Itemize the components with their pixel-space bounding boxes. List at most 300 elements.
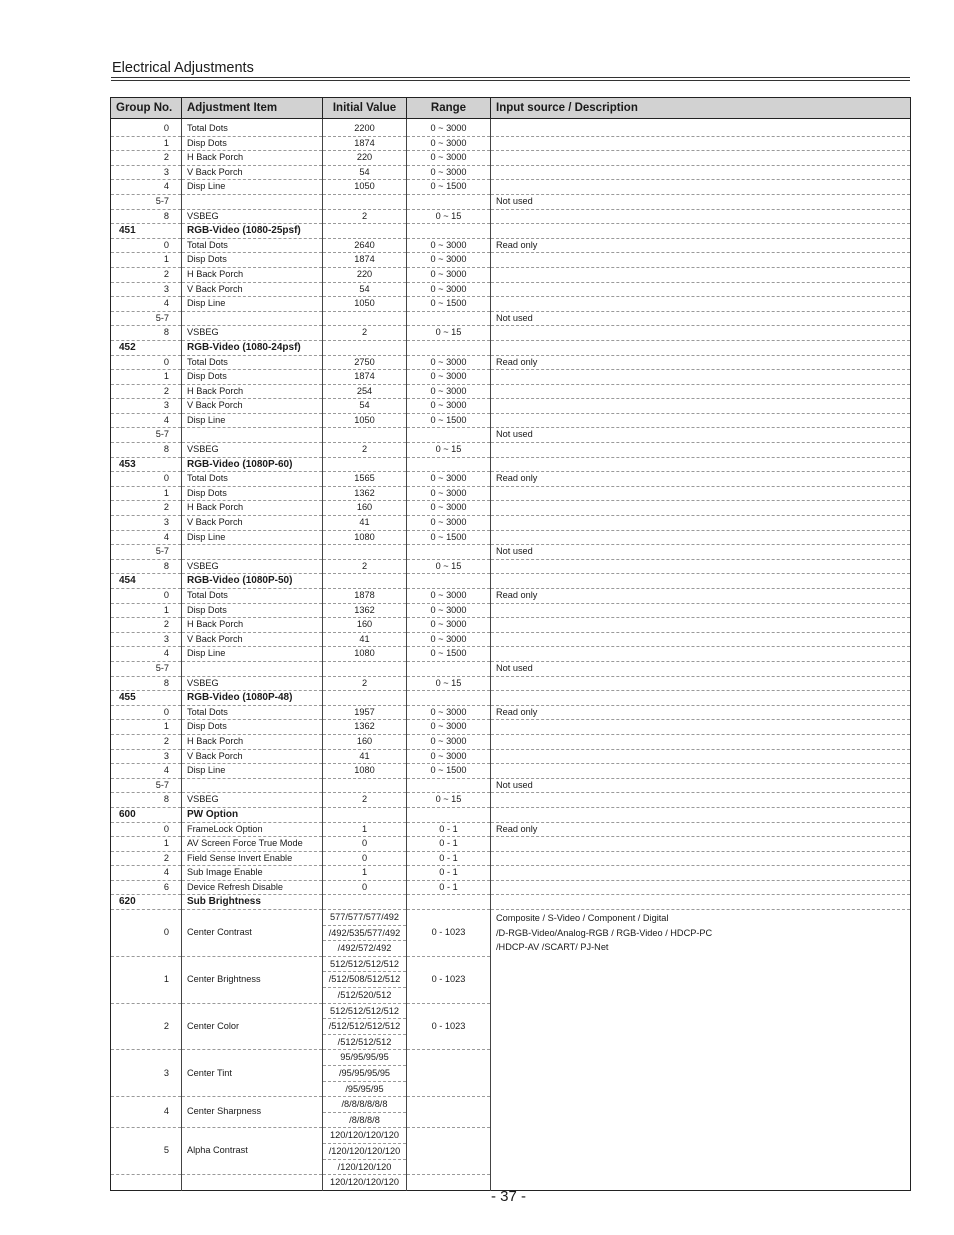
initial-value-line: /120/120/120 xyxy=(337,1161,392,1172)
adjustment-item-cell: FrameLock Option xyxy=(182,822,323,837)
range-cell: 0 - 1023 xyxy=(407,910,491,957)
group-no-cell: 3 xyxy=(111,282,182,297)
group-no-cell: 0 xyxy=(111,705,182,720)
group-no-cell: 5-7 xyxy=(111,194,182,209)
description-cell xyxy=(491,516,911,531)
range-cell: 0 ~ 3000 xyxy=(407,705,491,720)
group-no-cell: 4 xyxy=(111,413,182,428)
group-no-cell: 3 xyxy=(111,632,182,647)
group-no-cell: 451 xyxy=(111,224,182,239)
group-no-cell: 452 xyxy=(111,340,182,355)
initial-value-cell: 0 xyxy=(323,880,407,895)
adjustment-item-cell: Device Refresh Disable xyxy=(182,880,323,895)
group-no-cell: 4 xyxy=(111,297,182,312)
range-cell: 0 ~ 3000 xyxy=(407,720,491,735)
group-header-row xyxy=(111,224,911,239)
group-no-cell: 1 xyxy=(111,720,182,735)
table-row xyxy=(111,165,911,180)
initial-value-cell: 254 xyxy=(323,384,407,399)
initial-value-cell: 0 xyxy=(323,837,407,852)
range-cell: 0 ~ 3000 xyxy=(407,267,491,282)
group-no-cell: 0 xyxy=(111,119,182,137)
range-cell xyxy=(407,457,491,472)
range-cell xyxy=(407,661,491,676)
initial-value-cell: 54 xyxy=(323,399,407,414)
adjustment-table xyxy=(110,97,911,1191)
adjustment-item-cell: Disp Line xyxy=(182,297,323,312)
table-row xyxy=(111,749,911,764)
initial-value-cell: 41 xyxy=(323,632,407,647)
description-cell xyxy=(491,340,911,355)
initial-value-line: /95/95/95/95 xyxy=(323,1066,406,1082)
description-cell xyxy=(491,530,911,545)
group-no-cell: 1 xyxy=(111,253,182,268)
adjustment-item-cell: Total Dots xyxy=(182,705,323,720)
table-row xyxy=(111,311,911,326)
adjustment-item-cell: V Back Porch xyxy=(182,165,323,180)
adjustment-item-cell: Disp Line xyxy=(182,413,323,428)
initial-value-cell: 41 xyxy=(323,516,407,531)
table-row xyxy=(111,413,911,428)
description-cell xyxy=(491,297,911,312)
description-cell xyxy=(491,180,911,195)
range-cell: 0 ~ 3000 xyxy=(407,282,491,297)
adjustment-item-cell: Disp Dots xyxy=(182,370,323,385)
group-no-cell: 4 xyxy=(111,180,182,195)
group-no-cell: 8 xyxy=(111,326,182,341)
initial-value-line: 577/577/577/492 xyxy=(323,910,406,926)
table-row xyxy=(111,119,911,137)
range-cell: 0 ~ 15 xyxy=(407,209,491,224)
adjustment-item-cell: Disp Line xyxy=(182,180,323,195)
description-cell xyxy=(491,603,911,618)
description-cell xyxy=(491,224,911,239)
adjustment-item-cell: RGB-Video (1080P-60) xyxy=(182,457,323,472)
range-cell: 0 ~ 3000 xyxy=(407,516,491,531)
group-no-cell: 2 xyxy=(111,501,182,516)
range-cell: 0 ~ 3000 xyxy=(407,589,491,604)
description-line: Composite / S-Video / Component / Digital xyxy=(496,913,669,924)
initial-value-cell: 220 xyxy=(323,267,407,282)
group-no-cell: 1 xyxy=(111,956,182,1003)
description-cell: Not used xyxy=(491,778,911,793)
table-row xyxy=(111,603,911,618)
table-row xyxy=(111,194,911,209)
group-no-cell: 2 xyxy=(111,618,182,633)
adjustment-item-cell: VSBEG xyxy=(182,326,323,341)
range-cell: 0 - 1 xyxy=(407,851,491,866)
header-rule xyxy=(111,77,910,78)
adjustment-item-cell: Total Dots xyxy=(182,119,323,137)
initial-value-cell: 1957 xyxy=(323,705,407,720)
adjustment-item-cell: V Back Porch xyxy=(182,516,323,531)
section-title: Electrical Adjustments xyxy=(112,60,254,76)
description-cell xyxy=(491,267,911,282)
table-row xyxy=(111,209,911,224)
initial-value-cell: 160 xyxy=(323,734,407,749)
initial-value-cell xyxy=(323,661,407,676)
table-row xyxy=(111,764,911,779)
header-rule-thin xyxy=(111,80,910,81)
adjustment-item-cell: Center Contrast xyxy=(182,910,323,957)
group-no-cell: 5 xyxy=(111,1128,182,1175)
description-cell xyxy=(491,457,911,472)
initial-value-cell: 1050 xyxy=(323,413,407,428)
initial-value-cell: 1050 xyxy=(323,180,407,195)
initial-value-line: /95/95/95 xyxy=(345,1083,384,1094)
adjustment-item-cell xyxy=(182,1175,323,1191)
initial-value-cell xyxy=(323,895,407,910)
adjustment-item-cell: H Back Porch xyxy=(182,618,323,633)
range-cell xyxy=(407,807,491,822)
table-row xyxy=(111,661,911,676)
description-cell xyxy=(491,501,911,516)
initial-value-cell: 1874 xyxy=(323,136,407,151)
initial-value-line: /8/8/8/8/8/8 xyxy=(323,1097,406,1113)
table-row xyxy=(111,384,911,399)
initial-value-line: /512/520/512 xyxy=(337,990,392,1001)
group-no-cell: 455 xyxy=(111,691,182,706)
range-cell xyxy=(407,574,491,589)
range-cell: 0 ~ 3000 xyxy=(407,253,491,268)
group-no-cell: 4 xyxy=(111,866,182,881)
description-cell: Not used xyxy=(491,428,911,443)
group-no-cell: 3 xyxy=(111,749,182,764)
group-header-row xyxy=(111,340,911,355)
group-no-cell: 6 xyxy=(111,880,182,895)
table-row xyxy=(111,851,911,866)
group-no-cell: 3 xyxy=(111,399,182,414)
adjustment-item-cell: Total Dots xyxy=(182,238,323,253)
range-cell xyxy=(407,194,491,209)
description-cell: Read only xyxy=(491,822,911,837)
group-no-cell: 5-7 xyxy=(111,311,182,326)
range-cell: 0 - 1 xyxy=(407,880,491,895)
description-cell xyxy=(491,443,911,458)
table-row xyxy=(111,326,911,341)
range-cell: 0 - 1 xyxy=(407,822,491,837)
initial-value-cell: 2 xyxy=(323,676,407,691)
group-no-cell: 4 xyxy=(111,647,182,662)
group-no-cell: 5-7 xyxy=(111,661,182,676)
range-cell: 0 - 1023 xyxy=(407,956,491,1003)
initial-value-cell xyxy=(323,1050,407,1097)
adjustment-item-cell xyxy=(182,778,323,793)
adjustment-item-cell: Center Sharpness xyxy=(182,1097,323,1128)
range-cell: 0 ~ 3000 xyxy=(407,501,491,516)
initial-value-cell xyxy=(323,691,407,706)
description-cell xyxy=(491,136,911,151)
group-no-cell: 2 xyxy=(111,734,182,749)
table-row xyxy=(111,253,911,268)
range-cell: 0 ~ 3000 xyxy=(407,238,491,253)
description-cell: Read only xyxy=(491,589,911,604)
header-initial-value: Initial Value xyxy=(323,98,407,119)
description-cell xyxy=(491,691,911,706)
group-no-cell xyxy=(111,1175,182,1191)
initial-value-cell xyxy=(323,956,407,1003)
adjustment-item-cell: VSBEG xyxy=(182,559,323,574)
group-no-cell: 2 xyxy=(111,151,182,166)
adjustment-item-cell: V Back Porch xyxy=(182,399,323,414)
initial-value-cell xyxy=(323,1128,407,1175)
range-cell xyxy=(407,895,491,910)
range-cell: 0 ~ 3000 xyxy=(407,399,491,414)
description-cell xyxy=(491,676,911,691)
initial-value-cell xyxy=(323,224,407,239)
description-cell: Not used xyxy=(491,194,911,209)
table-row xyxy=(111,734,911,749)
description-cell xyxy=(491,734,911,749)
adjustment-item-cell: RGB-Video (1080P-50) xyxy=(182,574,323,589)
range-cell: 0 ~ 15 xyxy=(407,326,491,341)
range-cell: 0 ~ 3000 xyxy=(407,355,491,370)
table-header-row xyxy=(111,98,911,119)
range-cell: 0 ~ 3000 xyxy=(407,165,491,180)
range-cell: 0 ~ 15 xyxy=(407,793,491,808)
adjustment-item-cell: V Back Porch xyxy=(182,282,323,297)
group-no-cell: 8 xyxy=(111,443,182,458)
initial-value-cell xyxy=(323,457,407,472)
range-cell: 0 ~ 1500 xyxy=(407,180,491,195)
adjustment-item-cell: Field Sense Invert Enable xyxy=(182,851,323,866)
description-cell: Read only xyxy=(491,355,911,370)
table-row xyxy=(111,910,911,957)
group-no-cell: 2 xyxy=(111,1003,182,1050)
initial-value-cell: 2200 xyxy=(323,119,407,137)
initial-value-cell: 1080 xyxy=(323,764,407,779)
adjustment-item-cell: V Back Porch xyxy=(182,749,323,764)
description-cell: Not used xyxy=(491,545,911,560)
group-no-cell: 8 xyxy=(111,676,182,691)
group-no-cell: 1 xyxy=(111,486,182,501)
range-cell: 0 - 1 xyxy=(407,837,491,852)
description-cell xyxy=(491,764,911,779)
table-row xyxy=(111,632,911,647)
initial-value-cell: 41 xyxy=(323,749,407,764)
range-cell xyxy=(407,1128,491,1175)
range-cell: 0 ~ 3000 xyxy=(407,136,491,151)
adjustment-item-cell: Center Color xyxy=(182,1003,323,1050)
group-no-cell: 0 xyxy=(111,472,182,487)
range-cell: 0 ~ 3000 xyxy=(407,151,491,166)
initial-value-cell: 1 xyxy=(323,866,407,881)
table-row xyxy=(111,370,911,385)
range-cell: 0 ~ 3000 xyxy=(407,603,491,618)
group-header-row xyxy=(111,691,911,706)
range-cell xyxy=(407,428,491,443)
group-no-cell: 3 xyxy=(111,516,182,531)
table-row xyxy=(111,705,911,720)
group-no-cell: 1 xyxy=(111,370,182,385)
adjustment-table-container xyxy=(110,97,910,1191)
description-cell: Read only xyxy=(491,238,911,253)
initial-value-cell: 1362 xyxy=(323,603,407,618)
range-cell: 0 ~ 3000 xyxy=(407,370,491,385)
range-cell xyxy=(407,691,491,706)
range-cell xyxy=(407,778,491,793)
initial-value-line: /492/535/577/492 xyxy=(323,926,406,942)
group-no-cell: 0 xyxy=(111,822,182,837)
initial-value-cell: 54 xyxy=(323,165,407,180)
range-cell: 0 ~ 3000 xyxy=(407,472,491,487)
description-cell xyxy=(491,895,911,910)
description-cell xyxy=(491,486,911,501)
group-no-cell: 4 xyxy=(111,530,182,545)
table-row xyxy=(111,778,911,793)
group-no-cell: 454 xyxy=(111,574,182,589)
range-cell xyxy=(407,1050,491,1097)
adjustment-item-cell: AV Screen Force True Mode xyxy=(182,837,323,852)
initial-value-cell: 2 xyxy=(323,326,407,341)
description-cell xyxy=(491,209,911,224)
group-no-cell: 453 xyxy=(111,457,182,472)
description-cell xyxy=(491,720,911,735)
table-row xyxy=(111,720,911,735)
description-cell xyxy=(491,119,911,137)
group-no-cell: 3 xyxy=(111,165,182,180)
table-row xyxy=(111,443,911,458)
description-cell xyxy=(491,647,911,662)
adjustment-item-cell: PW Option xyxy=(182,807,323,822)
range-cell: 0 ~ 3000 xyxy=(407,119,491,137)
range-cell: 0 ~ 3000 xyxy=(407,486,491,501)
group-no-cell: 0 xyxy=(111,355,182,370)
adjustment-item-cell: H Back Porch xyxy=(182,267,323,282)
adjustment-item-cell: VSBEG xyxy=(182,793,323,808)
description-cell xyxy=(491,866,911,881)
range-cell: 0 ~ 3000 xyxy=(407,618,491,633)
description-cell xyxy=(491,807,911,822)
adjustment-item-cell: Disp Line xyxy=(182,764,323,779)
range-cell: 0 - 1 xyxy=(407,866,491,881)
adjustment-item-cell: Sub Brightness xyxy=(182,895,323,910)
table-body xyxy=(111,119,911,1191)
description-cell xyxy=(491,370,911,385)
initial-value-line: /512/512/512 xyxy=(337,1036,392,1047)
initial-value-cell xyxy=(323,194,407,209)
adjustment-item-cell: Disp Dots xyxy=(182,486,323,501)
range-cell: 0 ~ 1500 xyxy=(407,297,491,312)
group-no-cell: 5-7 xyxy=(111,778,182,793)
initial-value-cell xyxy=(323,778,407,793)
description-cell xyxy=(491,851,911,866)
description-cell xyxy=(491,880,911,895)
initial-value-cell: 1362 xyxy=(323,486,407,501)
adjustment-item-cell: H Back Porch xyxy=(182,734,323,749)
adjustment-item-cell: H Back Porch xyxy=(182,151,323,166)
group-header-row xyxy=(111,574,911,589)
adjustment-item-cell: Center Brightness xyxy=(182,956,323,1003)
group-no-cell: 4 xyxy=(111,764,182,779)
description-cell: Read only xyxy=(491,472,911,487)
initial-value-cell: 1050 xyxy=(323,297,407,312)
description-cell xyxy=(491,793,911,808)
group-no-cell: 600 xyxy=(111,807,182,822)
table-row xyxy=(111,472,911,487)
range-cell: 0 ~ 3000 xyxy=(407,384,491,399)
range-cell xyxy=(407,545,491,560)
table-row xyxy=(111,486,911,501)
group-no-cell: 620 xyxy=(111,895,182,910)
description-line: /D-RGB-Video/Analog-RGB / RGB-Video / HDCP-PC xyxy=(496,927,713,938)
initial-value-cell: 2 xyxy=(323,209,407,224)
range-cell: 0 - 1023 xyxy=(407,1003,491,1050)
table-row xyxy=(111,428,911,443)
description-cell xyxy=(491,910,911,1191)
adjustment-item-cell: VSBEG xyxy=(182,443,323,458)
initial-value-cell xyxy=(323,428,407,443)
description-cell xyxy=(491,282,911,297)
table-row xyxy=(111,297,911,312)
table-row xyxy=(111,267,911,282)
initial-value-cell: 54 xyxy=(323,282,407,297)
adjustment-item-cell: H Back Porch xyxy=(182,384,323,399)
group-no-cell: 5-7 xyxy=(111,428,182,443)
initial-value-line: 512/512/512/512 xyxy=(323,957,406,973)
table-row xyxy=(111,822,911,837)
initial-value-cell xyxy=(323,1175,407,1191)
description-line: /HDCP-AV /SCART/ PJ-Net xyxy=(496,942,609,953)
initial-value-line: /512/512/512/512 xyxy=(323,1019,406,1035)
description-cell xyxy=(491,151,911,166)
description-cell xyxy=(491,165,911,180)
description-cell: Not used xyxy=(491,661,911,676)
group-no-cell: 8 xyxy=(111,209,182,224)
table-row xyxy=(111,647,911,662)
initial-value-line: 95/95/95/95 xyxy=(323,1050,406,1066)
adjustment-item-cell: Disp Line xyxy=(182,647,323,662)
range-cell: 0 ~ 15 xyxy=(407,676,491,691)
group-no-cell: 4 xyxy=(111,1097,182,1128)
group-no-cell: 2 xyxy=(111,384,182,399)
initial-value-cell xyxy=(323,1003,407,1050)
initial-value-cell: 0 xyxy=(323,851,407,866)
initial-value-cell: 220 xyxy=(323,151,407,166)
group-no-cell: 2 xyxy=(111,851,182,866)
range-cell xyxy=(407,1097,491,1128)
table-row xyxy=(111,880,911,895)
group-no-cell: 1 xyxy=(111,603,182,618)
initial-value-cell xyxy=(323,311,407,326)
group-no-cell: 8 xyxy=(111,793,182,808)
table-row xyxy=(111,530,911,545)
group-no-cell: 5-7 xyxy=(111,545,182,560)
group-header-row xyxy=(111,807,911,822)
initial-value-cell: 1565 xyxy=(323,472,407,487)
description-cell xyxy=(491,632,911,647)
description-cell xyxy=(491,618,911,633)
range-cell: 0 ~ 15 xyxy=(407,443,491,458)
initial-value-cell: 160 xyxy=(323,618,407,633)
initial-value-cell: 2 xyxy=(323,793,407,808)
initial-value-cell: 2 xyxy=(323,443,407,458)
group-no-cell: 0 xyxy=(111,238,182,253)
initial-value-line: /120/120/120/120 xyxy=(323,1144,406,1160)
adjustment-item-cell: V Back Porch xyxy=(182,632,323,647)
initial-value-cell: 160 xyxy=(323,501,407,516)
table-row xyxy=(111,180,911,195)
description-cell xyxy=(491,559,911,574)
initial-value-line: /512/508/512/512 xyxy=(323,972,406,988)
adjustment-item-cell: Disp Dots xyxy=(182,253,323,268)
adjustment-item-cell: Disp Dots xyxy=(182,720,323,735)
range-cell: 0 ~ 3000 xyxy=(407,632,491,647)
adjustment-item-cell: RGB-Video (1080-25psf) xyxy=(182,224,323,239)
adjustment-item-cell: Disp Dots xyxy=(182,136,323,151)
table-row xyxy=(111,545,911,560)
initial-value-cell xyxy=(323,545,407,560)
